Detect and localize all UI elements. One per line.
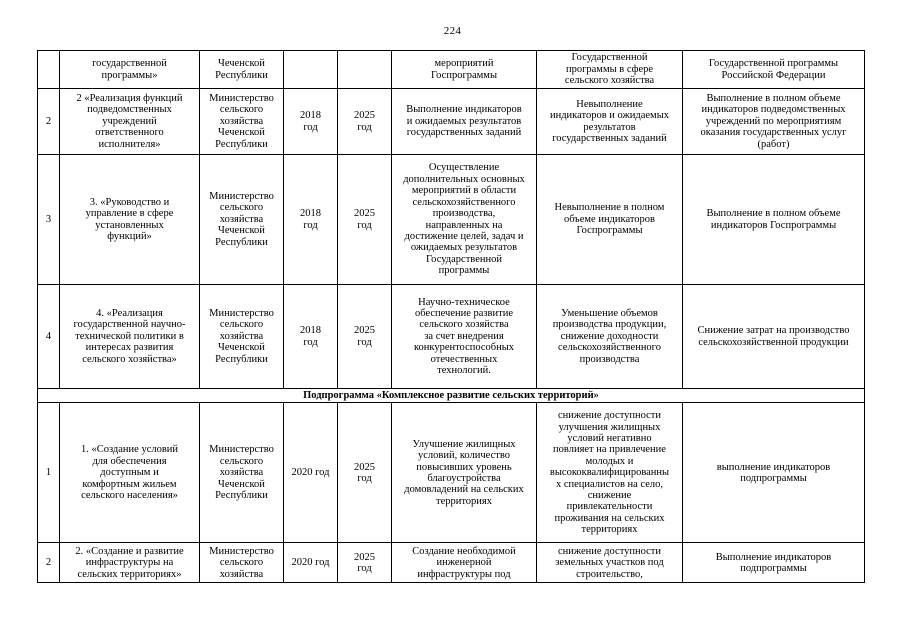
row-number-cell: 4 [38, 285, 60, 389]
link-to-indicators-line: учреждений по мероприятиям [705, 115, 842, 127]
expected-result-line: отечественных [430, 353, 498, 365]
activity-name-line: инфраструктуры на [85, 557, 174, 569]
activity-name-line: учреждений [102, 115, 157, 127]
subprogram-header-row [38, 389, 865, 403]
start-year-line: 2020 год [291, 557, 330, 569]
link-to-indicators-line: оказания государственных услуг [700, 127, 847, 139]
activity-name-line: доступным и [100, 467, 159, 479]
expected-result-line: дополнительных основных [403, 173, 525, 185]
consequence-line: Государственной [571, 52, 648, 64]
table-body [38, 51, 865, 583]
consequence-cell [537, 403, 683, 543]
link-to-indicators-line: подпрограммы [740, 472, 807, 484]
activity-name-cell [60, 403, 200, 543]
executor-line: Чеченской [218, 127, 265, 139]
expected-result-line: повысивших уровень [416, 461, 512, 473]
executor-line: сельского [219, 557, 264, 569]
expected-result-line: инженерной [436, 557, 492, 569]
link-to-indicators-cell [683, 51, 865, 89]
start-year-line: год [303, 121, 318, 133]
consequence-line: территориях [581, 524, 638, 536]
executor-cell [200, 155, 284, 285]
start-year-cell [284, 543, 338, 583]
start-year-cell [284, 285, 338, 389]
expected-result-line: сельского хозяйства [419, 319, 509, 331]
expected-result-line: направленных на [425, 219, 503, 231]
activity-name-cell [60, 89, 200, 155]
activity-name-line: сельских территориях» [77, 568, 182, 580]
row-number-cell: 3 [38, 155, 60, 285]
consequence-line: результатов [583, 121, 636, 133]
link-to-indicators-cell [683, 155, 865, 285]
end-year-cell [338, 155, 392, 285]
executor-line: хозяйства [219, 568, 264, 580]
executor-line: Министерство [209, 307, 274, 319]
consequence-line: сельскохозяйственного [558, 342, 661, 354]
expected-result-line: за счет внедрения [424, 330, 504, 342]
executor-line: Чеченской [218, 225, 265, 237]
link-to-indicators-line: Российской Федерации [721, 69, 826, 81]
executor-line: сельского [219, 319, 264, 331]
table-row [38, 403, 865, 543]
link-to-indicators-line: Выполнение в полном объеме [706, 208, 841, 220]
activity-name-line: государственной научно- [73, 319, 186, 331]
link-to-indicators-line: подпрограммы [740, 562, 807, 574]
consequence-line: программы в сфере [565, 63, 654, 75]
consequence-line: строительство, [576, 568, 643, 580]
table-row [38, 285, 865, 389]
link-to-indicators-line: (работ) [757, 138, 790, 150]
activity-name-line: 4. «Реализация [96, 307, 163, 319]
end-year-cell [338, 543, 392, 583]
consequence-line: высококвалифицированны [549, 467, 670, 479]
link-to-indicators-line: Снижение затрат на производство [697, 325, 850, 337]
executor-line: Министерство [209, 92, 274, 104]
expected-result-line: мероприятий [434, 58, 494, 70]
start-year-line: год [303, 219, 318, 231]
activity-name-line: 2. «Создание и развитие [75, 545, 184, 557]
start-year-line: 2018 [300, 325, 321, 337]
end-year-line: год [357, 121, 372, 133]
end-year-line: год [357, 472, 372, 484]
end-year-cell [338, 51, 392, 89]
link-to-indicators-line: сельскохозяйственной продукции [698, 336, 849, 348]
activity-name-line: технической политики в [75, 330, 184, 342]
expected-result-cell [392, 155, 537, 285]
link-to-indicators-cell [683, 285, 865, 389]
consequence-line: снижение доступности [557, 410, 662, 422]
activity-name-line: 1. «Создание условий [80, 444, 179, 456]
expected-result-line: и ожидаемых результатов [406, 115, 522, 127]
executor-line: Чеченской [218, 478, 265, 490]
activity-name-line: интересах развития [85, 342, 174, 354]
link-to-indicators-line: выполнение индикаторов [716, 461, 831, 473]
consequence-line: Госпрограммы [576, 225, 643, 237]
consequence-line: снижение [587, 490, 632, 502]
activity-name-line: комфортным жильем [82, 478, 177, 490]
executor-line: Республики [215, 353, 268, 365]
end-year-cell [338, 89, 392, 155]
expected-result-line: государственных заданий [406, 127, 522, 139]
consequence-cell [537, 155, 683, 285]
executor-line: сельского [219, 202, 264, 214]
expected-result-cell [392, 285, 537, 389]
start-year-line: 2018 [300, 208, 321, 220]
consequence-line: привлекательности [566, 501, 653, 513]
activity-name-line: 2 «Реализация функций [76, 92, 183, 104]
consequence-line: повлияет на привлечение [553, 444, 666, 456]
consequence-line: государственных заданий [552, 132, 667, 144]
end-year-line: 2025 [354, 461, 375, 473]
executor-cell [200, 89, 284, 155]
executor-line: Республики [215, 490, 268, 502]
consequence-line: объеме индикаторов [563, 213, 656, 225]
consequence-line: условий негативно [567, 432, 652, 444]
table-row [38, 51, 865, 89]
expected-result-line: производства, [432, 208, 496, 220]
consequence-cell [537, 51, 683, 89]
executor-line: Министерство [209, 545, 274, 557]
expected-result-line: технологий. [437, 365, 491, 377]
consequence-line: молодых и [585, 455, 634, 467]
row-number-cell: 2 [38, 89, 60, 155]
consequence-line: проживания на сельских [554, 512, 665, 524]
end-year-cell [338, 403, 392, 543]
end-year-line: 2025 [354, 110, 375, 122]
activity-name-line: установленных [95, 219, 164, 231]
executor-line: сельского [219, 104, 264, 116]
expected-result-line: инфраструктуры под [417, 568, 511, 580]
executor-cell [200, 51, 284, 89]
executor-line: хозяйства [219, 213, 264, 225]
expected-result-line: Научно-техническое [418, 296, 510, 308]
link-to-indicators-cell [683, 543, 865, 583]
activity-name-line: программы» [101, 69, 158, 81]
link-to-indicators-cell [683, 89, 865, 155]
activity-name-line: сельского хозяйства» [82, 353, 177, 365]
end-year-line: 2025 [354, 208, 375, 220]
expected-result-line: территориях [435, 495, 493, 507]
executor-cell [200, 285, 284, 389]
expected-result-cell [392, 51, 537, 89]
table-row [38, 155, 865, 285]
activity-name-line: управление в сфере [85, 208, 174, 220]
consequence-line: Уменьшение объемов [561, 307, 658, 319]
executor-line: Министерство [209, 444, 274, 456]
consequence-line: производства продукции, [552, 319, 667, 331]
row-number-cell [38, 51, 60, 89]
executor-line: Республики [215, 69, 268, 81]
consequence-line: индикаторов и ожидаемых [549, 110, 670, 122]
expected-result-line: благоустройства [427, 472, 501, 484]
executor-line: Республики [215, 138, 268, 150]
activity-name-line: сельского населения» [81, 490, 178, 502]
expected-result-cell [392, 403, 537, 543]
executor-line: Чеченской [218, 58, 265, 70]
activity-name-cell [60, 285, 200, 389]
table-row [38, 89, 865, 155]
expected-result-line: Госпрограммы [431, 69, 497, 81]
row-number-cell: 1 [38, 403, 60, 543]
expected-result-line: обеспечение развитие [414, 307, 514, 319]
activity-name-cell [60, 155, 200, 285]
consequence-line: х специалистов на село, [555, 478, 664, 490]
executor-cell [200, 403, 284, 543]
consequence-line: Невыполнение в полном [554, 202, 665, 214]
end-year-line: год [357, 336, 372, 348]
consequence-line: земельных участков под [555, 557, 664, 569]
end-year-line: год [357, 219, 372, 231]
consequence-cell [537, 89, 683, 155]
expected-result-line: мероприятий в области [411, 185, 517, 197]
consequence-cell [537, 285, 683, 389]
executor-line: сельского [219, 455, 264, 467]
link-to-indicators-cell [683, 403, 865, 543]
consequence-line: снижение доходности [560, 330, 659, 342]
executor-line: Министерство [209, 190, 274, 202]
expected-result-line: ожидаемых результатов [410, 242, 518, 254]
end-year-line: 2025 [354, 551, 375, 563]
end-year-cell [338, 285, 392, 389]
expected-result-cell [392, 89, 537, 155]
expected-result-line: достижение целей, задач и [404, 230, 524, 242]
consequence-line: производства [579, 353, 640, 365]
activity-name-line: 3. «Руководство и [89, 196, 170, 208]
subprogram-title: Подпрограмма «Комплексное развитие сельских территорий» [38, 389, 865, 403]
executor-cell [200, 543, 284, 583]
table-row [38, 543, 865, 583]
expected-result-line: Улучшение жилищных [412, 438, 516, 450]
row-number-cell: 2 [38, 543, 60, 583]
consequence-line: снижение доступности [557, 545, 662, 557]
activity-name-cell [60, 51, 200, 89]
activity-name-line: исполнителя» [98, 138, 161, 150]
expected-result-line: условий, количество [418, 450, 510, 462]
consequence-line: улучшения жилищных [558, 421, 661, 433]
end-year-line: 2025 [354, 325, 375, 337]
program-table [37, 50, 865, 583]
expected-result-line: программы [438, 265, 490, 277]
start-year-line: 2018 [300, 110, 321, 122]
consequence-line: Невыполнение [576, 98, 643, 110]
expected-result-line: конкурентоспособных [413, 342, 515, 354]
activity-name-line: ответственного [95, 127, 164, 139]
page-number: 224 [443, 25, 462, 37]
start-year-cell [284, 155, 338, 285]
start-year-line: год [303, 336, 318, 348]
expected-result-line: Создание необходимой [412, 545, 516, 557]
expected-result-line: Выполнение индикаторов [406, 104, 522, 116]
link-to-indicators-line: Выполнение в полном объеме [706, 92, 841, 104]
start-year-cell [284, 403, 338, 543]
expected-result-line: Государственной [426, 253, 502, 265]
end-year-line: год [357, 562, 372, 574]
executor-line: Чеченской [218, 342, 265, 354]
start-year-cell [284, 89, 338, 155]
start-year-line: 2020 год [291, 467, 330, 479]
link-to-indicators-line: Выполнение индикаторов [715, 551, 832, 563]
executor-line: хозяйства [219, 330, 264, 342]
activity-name-line: государственной [92, 58, 167, 70]
activity-name-cell [60, 543, 200, 583]
activity-name-line: подведомственных [87, 104, 172, 116]
link-to-indicators-line: Государственной программы [708, 58, 839, 70]
expected-result-line: домовладений на сельских [404, 484, 524, 496]
executor-line: Республики [215, 236, 268, 248]
link-to-indicators-line: индикаторов подведомственных [701, 104, 846, 116]
activity-name-line: для обеспечения [92, 455, 167, 467]
link-to-indicators-line: индикаторов Госпрограммы [710, 219, 837, 231]
expected-result-line: Осуществление [428, 162, 500, 174]
executor-line: хозяйства [219, 467, 264, 479]
consequence-line: сельского хозяйства [564, 75, 655, 87]
executor-line: хозяйства [219, 115, 264, 127]
activity-name-line: функций» [107, 230, 152, 242]
consequence-cell [537, 543, 683, 583]
expected-result-line: сельскохозяйственного [412, 196, 516, 208]
start-year-cell [284, 51, 338, 89]
expected-result-cell [392, 543, 537, 583]
